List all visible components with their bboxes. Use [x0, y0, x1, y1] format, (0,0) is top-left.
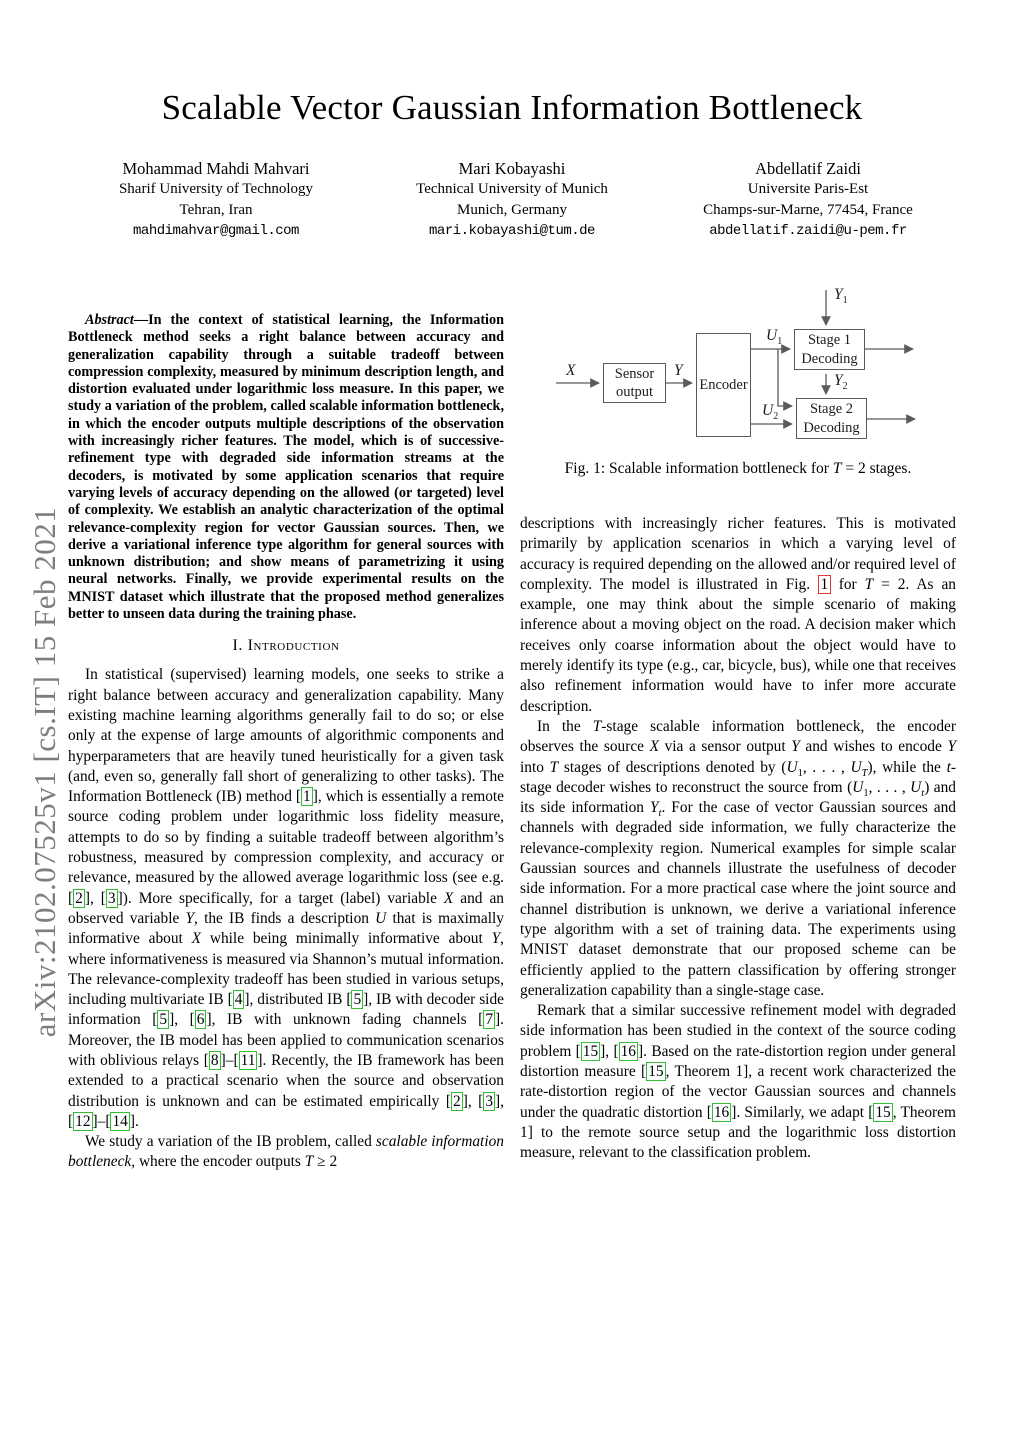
citation-link[interactable]: 15 [648, 1063, 664, 1081]
citation-link[interactable]: 1 [303, 788, 311, 806]
abstract-paragraph: Abstract—In the context of statistical learning, the Information Bottleneck method seeks a right balance between accuracy and generalization capability through a suitable tradeoff between compression complexity, measured by minimum description length, and distortion evaluated under logarithmic loss measure. In this paper, we study a variation of the problem, called scalable information bottleneck, in which the encoder outputs multiple descriptions of the observation with increasingly richer features. The model, which is of successive-refinement type with degraded side information streams at the decoders, is motivated by some application scenarios that require varying levels of accuracy depending on the allowed (or targeted) level of complexity. We establish an analytic characterization of the optimal relevance-complexity region for vector Gaussian sources. Then, we derive a variational inference type algorithm for general sources with unknown distribution; and show means of parametrizing it using neural networks. Finally, we provide experimental results on the MNIST dataset which illustrate that the proposed method generalizes better to unseen data during the training phase. [68, 312, 504, 623]
author-2-affiliation: Technical University of Munich [416, 181, 608, 197]
author-2-name: Mari Kobayashi [458, 159, 566, 178]
paper-title: Scalable Vector Gaussian Information Bottleneck [161, 88, 863, 127]
author-3 [660, 158, 956, 242]
figure-1 [520, 284, 956, 478]
citation-link[interactable]: 15 [875, 1103, 891, 1121]
author-block [68, 158, 956, 242]
citation-link[interactable]: 2 [452, 1092, 461, 1110]
fig1-label-y: Y [674, 362, 683, 379]
citation-link[interactable]: 3 [485, 1092, 494, 1110]
author-1-affiliation: Sharif University of Technology [118, 181, 314, 197]
author-3-location: Champs-sur-Marne, 77454, France [703, 202, 913, 218]
citation-link[interactable]: 11 [240, 1051, 256, 1069]
right-paragraph-2: In the T-stage scalable information bottleneck, the encoder observes the source X via a sensor output Y and wishes to encode Y into T stages of descriptions denoted by ($U_1$, . . . , $U_T$), while the t-stage decoder wishes to reconstruct the source from ($U_1$, . . . , $U_t$) and its side information $Y_t$. For the case of vector Gaussian sources and channels with degraded side information, we fully characterize the relevance-complexity region. Numerical examples for simple scalar Gaussian sources and channels illustrate the usefulness of decoder side information. For a more practical case where the joint source and channel distribution is unknown, we derive a variational inference type algorithm with a set of training data. The experiments using MNIST dataset demonstrate that our proposed scheme can be efficiently applied to the pattern classification by offering stronger generalization capability than a single-stage case. [520, 717, 956, 999]
author-1 [68, 158, 364, 242]
fig1-diagram [538, 284, 938, 452]
author-1-location: Tehran, Iran [179, 202, 253, 218]
section-heading-introduction: I. Introduction [232, 637, 340, 655]
citation-link[interactable]: 8 [210, 1051, 219, 1069]
citation-link[interactable]: 5 [159, 1011, 168, 1029]
fig1-label-u1: $U_1$ [766, 327, 783, 348]
fig1-stage1-decoding-box: Stage 1 Decoding [794, 329, 865, 370]
citation-link[interactable]: 15 [582, 1042, 599, 1060]
fig1-caption: Fig. 1: Scalable information bottleneck for T = 2 stages. [564, 460, 912, 477]
author-2-email: mari.kobayashi@tum.de [429, 223, 595, 239]
fig1-label-y2: $Y_2$ [834, 372, 848, 393]
right-paragraph-3: Remark that a similar successive refinement model with degraded side information has been studied in the context of the source coding problem [ 15 ], [ 16 ]. Based on the rate-distortion region under general distortion measure [ 15 , Theorem 1], a recent work characterized the rate-distortion region of the vector Gaussian sources and channels under the quadratic distortion [ 16 ]. Similarly, we adapt [ 15 , Theorem 1] to the remote source setup and the logarithmic loss distortion measure, relevant to the classification problem. [520, 1002, 957, 1162]
fig1-label-x: X [566, 362, 576, 379]
citation-link[interactable]: 16 [620, 1042, 636, 1060]
citation-link[interactable]: 2 [75, 889, 83, 907]
fig1-encoder-box: Encoder [696, 333, 751, 437]
citation-link[interactable]: 14 [112, 1112, 128, 1130]
citation-link[interactable]: 12 [75, 1112, 91, 1130]
author-3-affiliation: Universite Paris-Est [747, 181, 869, 197]
fig1-label-u2: $U_2$ [762, 402, 779, 423]
intro-paragraph-1: In statistical (supervised) learning models, one seeks to strike a right balance between accuracy and generalization capability. Many existing machine learning algorithms generally fail to do so; or else only at the expense of large amounts of algorithmic components and hyperparameters that are heavily tuned heuristically for a given task (and, even so, generally fall short of generalizing to other tasks). The Information Bottleneck (IB) method [ 1 ], which is essentially a remote source coding problem under logarithmic loss fidelity measure, attempts to do so by finding a suitable tradeoff between algorithm’s robustness, measured by compression complexity, and accuracy or relevance, measured by the allowed average logarithmic loss (see e.g. [ 2 ], [ 3 ]). More specifically, for a target (label) variable X and an observed variable Y, the IB finds a description U that is maximally informative about X while being minimally informative about Y, where informativeness is measured via Shannon’s mutual information. The relevance-complexity tradeoff has been studied in various setups, including multivariate IB [ 4 ], distributed IB [ 5 ], IB with decoder side information [ 5 ], [ 6 ], IB with unknown fading channels [ 7 ]. Moreover, the IB model has been applied to communication scenarios with oblivious relays [ 8 ]–[ 11 ]. Recently, the IB framework has been extended to a practical scenario when the source and observation distribution is unknown and can be estimated empirically [ 2 ], [ 3 ], [ 12 ]–[ 14 ]. [68, 666, 504, 1130]
author-3-name: Abdellatif Zaidi [755, 159, 861, 178]
fig1-stage2-decoding-box: Stage 2 Decoding [796, 398, 867, 439]
arrow-u1-branch-to-stage2 [778, 349, 792, 406]
author-2-location: Munich, Germany [457, 202, 567, 218]
right-column [520, 284, 956, 1173]
intro-paragraph-2: We study a variation of the IB problem, called scalable information bottleneck, where the encoder outputs T ≥ 2 [68, 1133, 504, 1171]
author-2 [364, 158, 660, 242]
arxiv-watermark: arXiv:2102.07525v1 [cs.IT] 15 Feb 2021 [27, 506, 62, 1038]
fig1-sensor-output-box: Sensor output [603, 363, 666, 403]
citation-link[interactable]: 5 [353, 991, 362, 1009]
citation-link[interactable]: 7 [485, 1011, 494, 1029]
author-1-name: Mohammad Mahdi Mahvari [122, 159, 310, 178]
two-column-body [68, 284, 956, 1173]
right-paragraph-1: descriptions with increasingly richer features. This is motivated primarily by application scenarios in which a varying level of accuracy is required depending on the allowed and/or required level of complexity. The model is illustrated in Fig. 1 for T = 2. As an example, one may think about the simple scenario of making inference about a moving object on the road. A decision maker which receives only coarse information about the object would have to merely identify its type (e.g., car, bicycle, bus), while one that receives also refinement information would have to infer more accurate description. [520, 515, 956, 715]
author-3-email: abdellatif.zaidi@u-pem.fr [709, 223, 907, 239]
citation-link[interactable]: 4 [234, 991, 243, 1009]
author-1-email: mahdimahvar@gmail.com [133, 223, 299, 239]
figure-reference-link[interactable]: 1 [818, 575, 831, 594]
citation-link[interactable]: 3 [107, 889, 116, 907]
citation-link[interactable]: 16 [713, 1103, 730, 1121]
fig1-label-y1: $Y_1$ [834, 286, 848, 307]
left-column [68, 284, 504, 1173]
citation-link[interactable]: 6 [196, 1011, 205, 1029]
